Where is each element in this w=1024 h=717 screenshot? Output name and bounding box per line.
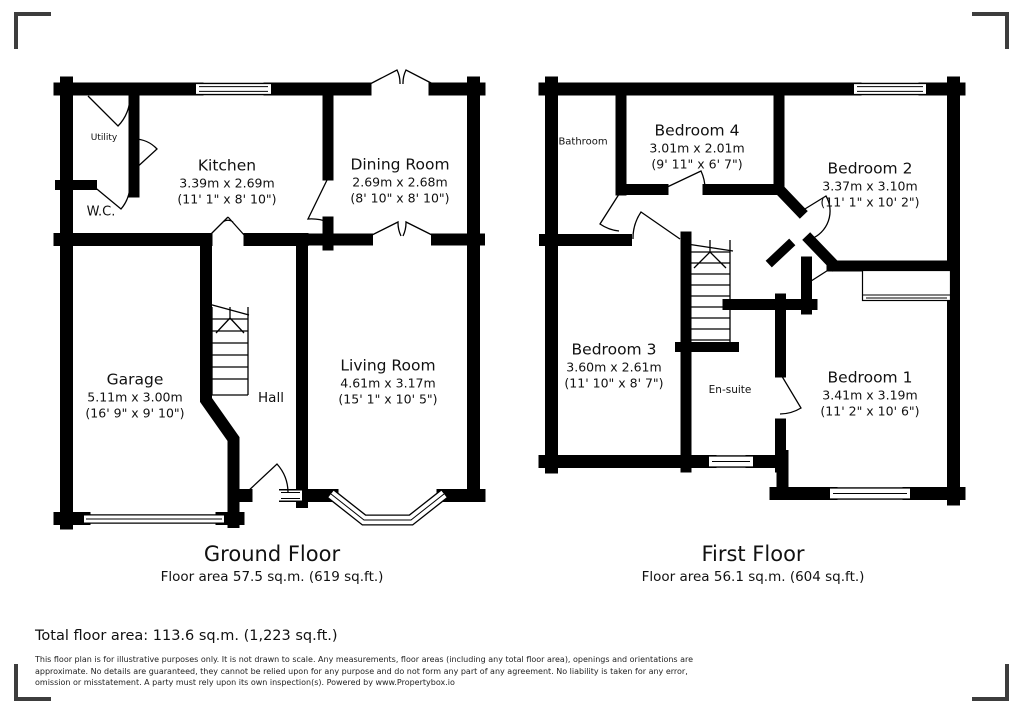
room-label-bedroom-4 bbox=[649, 121, 744, 174]
room-dims-metric: 2.69m x 2.68m bbox=[352, 174, 448, 190]
room-label-garage bbox=[85, 370, 184, 423]
room-label-hall bbox=[258, 390, 284, 408]
room-label-kitchen bbox=[177, 156, 276, 209]
room-label-dining-room bbox=[350, 155, 449, 208]
room-dims-imperial: (11' 1" x 10' 2") bbox=[820, 195, 920, 211]
disclaimer-line: approximate. No details are guaranteed, they cannot be relied upon for any purpose and do not form any part of any agreement. No liability is taken for any error, bbox=[35, 666, 688, 676]
stairs-first bbox=[687, 240, 733, 343]
ground-floor-area: Floor area 57.5 sq.m. (619 sq.ft.) bbox=[160, 569, 384, 585]
room-label-living-room bbox=[338, 356, 437, 409]
room-dims-metric: 3.37m x 3.10m bbox=[822, 178, 918, 194]
total-floor-area: Total floor area: 113.6 sq.m. (1,223 sq.ft.) bbox=[35, 628, 338, 644]
first-floor-title: First Floor bbox=[701, 542, 805, 566]
room-name: Bedroom 3 bbox=[571, 340, 657, 359]
room-dims-imperial: (15' 1" x 10' 5") bbox=[338, 392, 438, 408]
room-name: Dining Room bbox=[350, 155, 450, 174]
room-dims-imperial: (11' 10" x 8' 7") bbox=[564, 376, 664, 392]
room-label-bedroom-3 bbox=[564, 340, 663, 393]
room-dims-imperial: (9' 11" x 6' 7") bbox=[651, 157, 743, 173]
room-dims-imperial: (16' 9" x 9' 10") bbox=[85, 406, 185, 422]
room-name: Hall bbox=[258, 390, 284, 407]
room-label-bedroom-2 bbox=[820, 159, 919, 212]
disclaimer-line: omission or misstatement. A party must rely upon its own inspection(s). Powered by www.Propertybox.io bbox=[35, 678, 455, 687]
room-dims-metric: 3.39m x 2.69m bbox=[179, 175, 275, 191]
room-name: En-suite bbox=[708, 384, 752, 397]
room-name: Garage bbox=[106, 370, 164, 389]
room-label-wc bbox=[87, 205, 116, 222]
room-dims-imperial: (11' 2" x 10' 6") bbox=[820, 404, 920, 420]
stairs-ground bbox=[205, 303, 249, 395]
room-name: Kitchen bbox=[197, 156, 257, 175]
room-label-en-suite bbox=[709, 384, 752, 398]
windows bbox=[84, 87, 951, 520]
disclaimer-text bbox=[35, 654, 735, 689]
ground-floor-walls bbox=[60, 83, 479, 523]
ground-floor-title: Ground Floor bbox=[203, 542, 341, 566]
room-dims-metric: 3.60m x 2.61m bbox=[566, 359, 662, 375]
room-name: W.C. bbox=[86, 204, 116, 220]
room-name: Utility bbox=[90, 133, 118, 144]
room-label-bedroom-1 bbox=[820, 368, 919, 421]
room-name: Bedroom 1 bbox=[827, 368, 913, 387]
room-name: Bedroom 4 bbox=[654, 121, 740, 140]
room-dims-metric: 3.41m x 3.19m bbox=[822, 387, 918, 403]
room-name: Living Room bbox=[340, 356, 436, 375]
room-dims-imperial: (8' 10" x 8' 10") bbox=[350, 191, 450, 207]
room-dims-metric: 5.11m x 3.00m bbox=[87, 389, 183, 405]
room-name: Bedroom 2 bbox=[827, 159, 913, 178]
room-label-bathroom bbox=[558, 136, 607, 149]
disclaimer-line: This floor plan is for illustrative purposes only. It is not drawn to scale. Any measurements, floor areas (including any total floor area), openings and orientations are bbox=[35, 655, 694, 664]
room-dims-imperial: (11' 1" x 8' 10") bbox=[177, 192, 277, 208]
room-dims-metric: 4.61m x 3.17m bbox=[340, 375, 436, 391]
room-label-utility bbox=[91, 133, 117, 145]
room-dims-metric: 3.01m x 2.01m bbox=[649, 140, 745, 156]
room-name: Bathroom bbox=[558, 136, 608, 148]
first-floor-area: Floor area 56.1 sq.m. (604 sq.ft.) bbox=[641, 569, 865, 585]
